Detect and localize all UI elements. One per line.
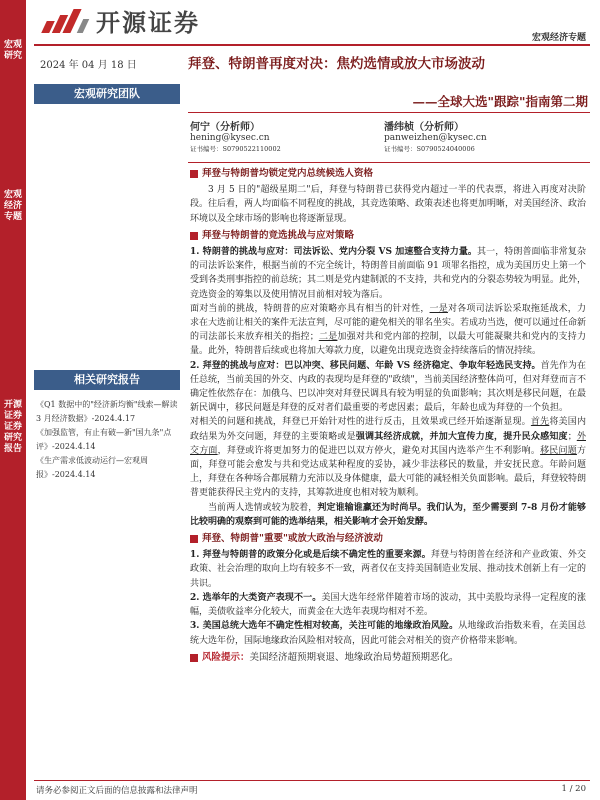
logo-text: 开源证券 <box>96 8 200 37</box>
point-text: 拜登与特朗普在经济和产业政策、外交政策、社会治理的取向上均有较多不一致，两者仅在支持美国制造业发展、推动技术创新上有一定的共识。 <box>190 550 587 589</box>
brand-logo <box>40 4 200 36</box>
paragraph <box>190 591 586 619</box>
paragraph <box>190 548 586 591</box>
paragraph <box>190 359 586 416</box>
main-content <box>190 164 586 667</box>
square-bullet-icon <box>190 170 198 178</box>
square-bullet-icon <box>190 535 198 543</box>
text-span: 将美国内政结果为外交问题，拜登的主要策略或是 <box>190 417 586 442</box>
paragraph <box>190 302 586 359</box>
paragraph <box>190 245 586 302</box>
risk-line <box>190 651 586 665</box>
footer-rule <box>34 780 590 781</box>
bold-span: 判定谁输谁赢还为时尚早。我们认为，至少需要到 7-8 月份才能够比较明确的观察到可能的选举结果，相关影响才会开始发酵。 <box>190 502 586 527</box>
logo-mark-icon <box>40 7 90 33</box>
header-rule <box>34 44 590 46</box>
point-text: 首先作为在任总统，当前美国的外交、内政的表现均是拜登的"政绩"，当前美国经济整体尚可，但对拜登而言不确定性依然存在：加俄乌、巴以冲突对拜登民调具有较为明显的负面影响；其次则是移民问题，在最新民调中，移民问题是拜登的反对者们最重要的考虑因素；最后，年龄也成为拜登的一个负担。 <box>190 360 587 414</box>
section-heading <box>190 167 586 181</box>
sidebar-tag-topic: 宏观经济专题 <box>3 190 22 222</box>
paragraph <box>190 619 586 647</box>
paragraph <box>190 415 586 500</box>
team-label: 宏观研究团队 <box>34 84 180 104</box>
underlined-span: 移民问题 <box>540 445 577 456</box>
section-1-title: 拜登与特朗普均锁定党内总统候选人资格 <box>202 168 374 179</box>
underlined-span: 首先 <box>530 417 550 428</box>
sidebar-tag-macro: 宏观研究 <box>3 40 22 61</box>
analyst-1 <box>190 122 281 155</box>
text-span: 加强对共和党内部的控制，以最大可能凝聚共和党内的支持力量。此外，特朗普后续或也将加大筹款力度，以避免出现竞选资金持续落后的情况持续。 <box>190 332 586 357</box>
related-item[interactable]: 《Q1 数据中的"经济新均衡"线索—解读 3 月经济数据》-2024.4.17 <box>36 400 178 423</box>
analyst-1-name: 何宁（分析师） <box>190 122 260 133</box>
analyst-2-cert: 证书编号：S0790524040006 <box>384 145 475 153</box>
related-item[interactable]: 《加强监管，有止有破—新"国九条"点评》-2024.4.14 <box>36 428 172 451</box>
analyst-2-name: 潘纬桢（分析师） <box>384 122 464 133</box>
report-subtitle: ——全球大选"跟踪"指南第二期 <box>412 94 588 109</box>
paragraph: 3 月 5 日的"超级星期二"后，拜登与特朗普已获得党内超过一半的代表票，将进入再度对决阶段。往后看，两人均面临不同程度的挑战，其竞选策略、政策表述也将更加明晰，对美国经济、政治环境以及全球市场的影响也将逐渐显现。 <box>190 185 587 224</box>
point-lead: 1. 特朗普的挑战与应对：司法诉讼、党内分裂 VS 加速整合支持力量。 <box>190 247 478 258</box>
section-heading <box>190 229 586 243</box>
text-span: 当前两人选情或较为胶着， <box>208 502 318 513</box>
paragraph <box>190 501 586 529</box>
text-span: 面对当前的挑战，特朗普的应对策略亦具有相当的针对性， <box>190 303 430 314</box>
report-title: 拜登、特朗普再度对决：焦灼选情或放大市场波动 <box>188 56 485 72</box>
report-date: 2024 年 04 月 18 日 <box>40 60 137 71</box>
analyst-1-email[interactable]: hening@kysec.cn <box>190 133 270 143</box>
sidebar-band <box>0 0 26 800</box>
underlined-span: 一是 <box>429 303 448 314</box>
point-lead: 2. 拜登的挑战与应对：巴以冲突、移民问题、年龄 VS 经济稳定、争取年轻选民支持。 <box>190 360 541 371</box>
related-title: 相关研究报告 <box>34 370 180 390</box>
analyst-2 <box>384 122 487 155</box>
page-number: 1 / 20 <box>561 784 586 794</box>
risk-text: 美国经济超预期衰退、地缘政治局势超预期恶化。 <box>249 651 459 663</box>
analyst-2-email[interactable]: panweizhen@kysec.cn <box>384 133 487 143</box>
analyst-1-cert: 证书编号：S0790522110002 <box>190 145 281 153</box>
text-span: 对相关的问题和挑战，拜登已开始针对性的进行反击，且效果或已经开始逐渐显现。 <box>190 417 531 428</box>
title-rule <box>188 112 590 113</box>
text-span: 方面，拜登可能会愈发与共和党达成某种程度的妥协，减少非法移民的数量，并安抚民意。年龄问题上，拜登在各种场合都展精力充沛以及身体健康，最大可能的减轻相关负面影响。最后，拜登较特朗普更能获得民主党内的支持，其筹款进度也相对较为顺利。 <box>190 445 587 499</box>
bold-span: 强调其经济成就，并加大宣传力度，提升民众感知度 <box>355 431 568 442</box>
text-span: ； <box>567 431 577 442</box>
section-2-title: 拜登与特朗普的竞选挑战与应对策略 <box>202 229 355 241</box>
point-text: 美国大选年经常伴随着市场的波动，其中美股均录得一定程度的涨幅，美债收益率分化较大，而黄金在大选年表现均相对不差。 <box>190 592 586 618</box>
point-text: 从地缘政治指数来看，在美国总统大选年份，国际地缘政治风险相对较高，因此可能会对相关的资产价格带来影响。 <box>190 621 586 646</box>
related-item[interactable]: 《生产需求低波动运行—宏观周报》-2024.4.14 <box>36 456 148 479</box>
point-lead: 1. 拜登与特朗普的政策分化或是后续不确定性的重要来源。 <box>190 550 431 561</box>
related-list <box>36 398 182 482</box>
footer-disclaimer: 请务必参阅正文后面的信息披露和法律声明 <box>36 786 198 796</box>
text-span: ，拜登或许将更加努力的促进巴以双方停火，避免对其国内选举产生不利影响。 <box>217 445 541 456</box>
point-lead: 2. 选举年的大类资产表现不一。 <box>190 592 322 603</box>
analyst-rule <box>188 162 590 163</box>
risk-label: 风险提示： <box>202 651 250 663</box>
square-bullet-icon <box>190 232 198 240</box>
point-text: 其一，特朗普面临非常复杂的司法诉讼案件，根据当前的不完全统计，特朗普目前面临 91 项罪名指控，成为美国历史上第一个受到各类刑事指控的前总统；其二则是党内建制派的不支持，共和党内的分裂态势较为明显。此外，竞选资金的筹集以及使用情况目前相对较为落后。 <box>190 247 587 300</box>
text-span: 对各项司法诉讼采取拖延战术，力求在大选前让相关的案件无法宣判，尽可能的避免相关的罪名坐实。若成功当选，便可以通过任命新的司法部长来放弃相关的指控； <box>190 303 587 343</box>
point-lead: 3. 美国总统大选年不确定性相对较高，关注可能的地缘政治风险。 <box>190 621 459 632</box>
series-label: 宏观经济专题 <box>531 33 586 43</box>
section-heading <box>190 532 586 546</box>
sidebar-tag-report: 开源证券 证券研究报告 <box>3 400 22 454</box>
underlined-span: 外交方面 <box>190 431 586 456</box>
underlined-span: 二是 <box>318 332 338 343</box>
square-bullet-icon <box>190 654 198 662</box>
section-3-title: 拜登、特朗普"重要"或放大政治与经济波动 <box>202 533 383 545</box>
